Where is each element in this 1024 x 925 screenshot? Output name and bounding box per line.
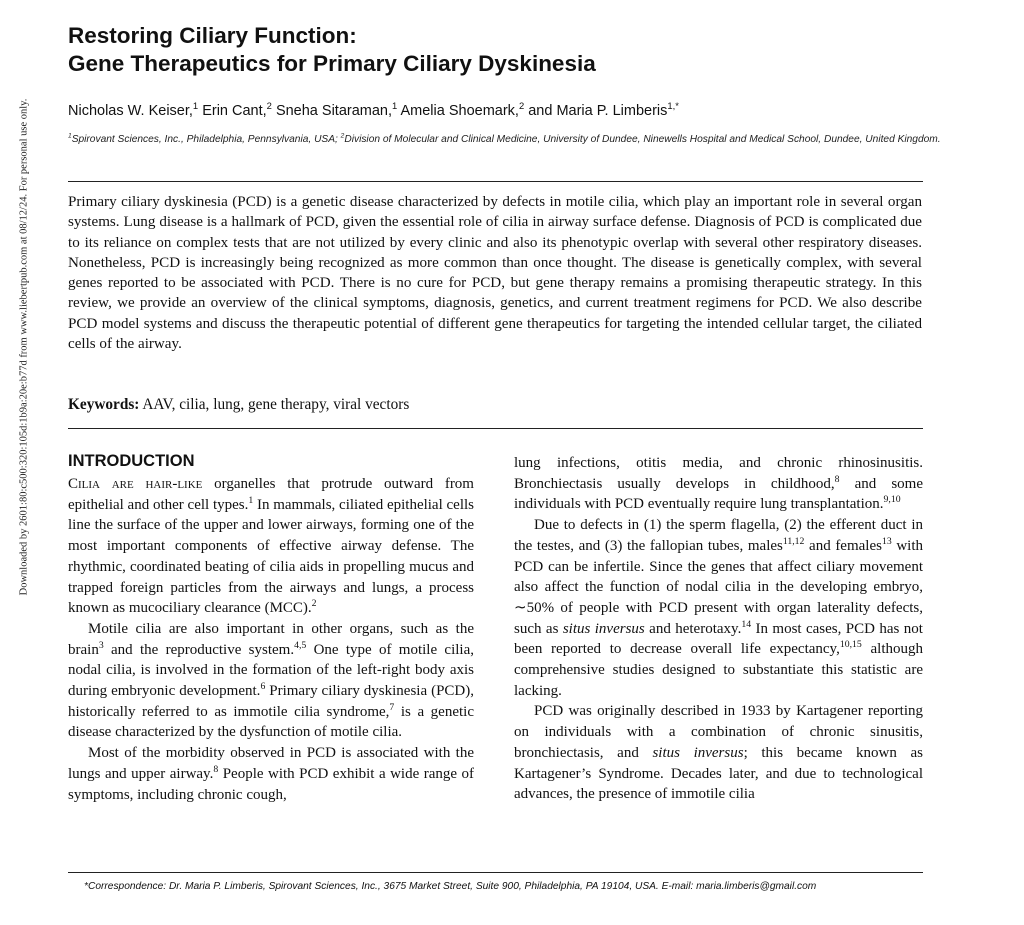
citation-sup: 13 <box>881 535 892 547</box>
text-run: PCD was originally described in 1933 by Kartagener reporting on individuals with a combination of chronic sinusitis, bronchiectasis, and <box>514 703 923 761</box>
text-run: Motile cilia are also important in other organs, such as the brain <box>68 620 474 658</box>
article-title <box>68 22 596 78</box>
abstract-bottom-rule <box>68 428 923 429</box>
affiliation-sup: 1 <box>68 132 72 140</box>
text-run: Cilia are hair-like <box>68 476 203 492</box>
text-run: situs inversus <box>562 620 645 637</box>
text-run: In most cases, PCD has not been reported to decrease overall life expectancy, <box>514 620 923 658</box>
citation-sup: 3 <box>98 639 104 651</box>
text-run: Due to defects in (1) the sperm flagella, (2) the efferent duct in the testes, and (3) the fallopian tubes, males <box>514 517 923 554</box>
footnote-rule <box>68 872 923 873</box>
citation-sup: 4,5 <box>294 639 307 651</box>
paragraph <box>514 453 923 515</box>
text-run: People with PCD exhibit a wide range of symptoms, including chronic cough, <box>68 765 474 803</box>
citation-sup: 14 <box>741 618 752 630</box>
citation-sup: 6 <box>260 681 266 693</box>
citation-sup: 8 <box>834 473 840 485</box>
citation-sup: 11,12 <box>782 535 805 547</box>
download-notice <box>10 52 38 642</box>
author-affiliation-sup: 1 <box>392 100 398 112</box>
text-run: and some individuals with PCD eventually require lung transplantation. <box>514 475 923 513</box>
citation-sup: 2 <box>311 598 317 610</box>
author-name: Nicholas W. Keiser, <box>68 103 193 119</box>
section-heading-introduction: INTRODUCTION <box>68 452 195 470</box>
author-affiliation-sup: 2 <box>518 100 525 112</box>
right-column <box>514 453 923 805</box>
text-run: organelles that protrude outward from epithelial and other cell types. <box>68 476 474 513</box>
text-run: and females <box>804 537 882 554</box>
keywords-label: Keywords: <box>68 396 140 413</box>
text-run: situs inversus <box>652 744 744 761</box>
title-line-2: Gene Therapeutics for Primary Ciliary Dyskinesia <box>68 51 596 76</box>
paragraph <box>68 619 474 743</box>
citation-sup: 8 <box>213 763 219 775</box>
text-run: In mammals, ciliated epithelial cells line the surface of the upper and lower airways, forming one of the most important components of effective airway defense. The rhythmic, coordinated beating of cilia aids in propelling mucus and trapped foreign particles from the airways and lungs, a process known as mucociliary clearance (MCC). <box>68 496 474 617</box>
paragraph <box>68 743 474 805</box>
paragraph <box>514 701 923 805</box>
text-run: ; this became known as Kartagener’s Syndrome. Decades later, and due to technological advances, the presence of immotile cilia <box>514 744 923 803</box>
author-name: and Maria P. Limberis <box>528 103 668 119</box>
paragraph <box>68 474 474 619</box>
correspondence-footnote: *Correspondence: Dr. Maria P. Limberis, Spirovant Sciences, Inc., 3675 Market Street, Suite 900, Philadelphia, PA 19104, USA. E-mail: maria.limberis@gmail.com <box>84 881 817 892</box>
abstract-top-rule <box>68 181 923 182</box>
citation-sup: 10,15 <box>839 639 862 651</box>
abstract: Primary ciliary dyskinesia (PCD) is a genetic disease characterized by defects in motile cilia, which play an important role in several organ systems. Lung disease is a hallmark of PCD, given the essential role of cilia in airway surface defense. Diagnosis of PCD is complicated due to its reliance on complex tests that are not utilized by every clinic and also its phenotypic overlap with several other respiratory diseases. Nonetheless, PCD is increasingly being recognized as more common than once thought. The disease is genetically complex, with several genes reported to be associated with PCD. There is no cure for PCD, but gene therapy remains a promising therapeutic strategy. In this review, we provide an overview of the clinical symptoms, diagnosis, genetics, and current treatment regimens for PCD. We also describe PCD model systems and discuss the therapeutic potential of different gene therapeutics for targeting the intended cellular target, the ciliated cells of the airway. <box>68 194 922 353</box>
text-run: although comprehensive studies designed to substantiate this statistic are lacking. <box>514 641 923 699</box>
paragraph <box>514 515 923 701</box>
affiliation-sup: 2 <box>340 132 345 140</box>
author-name: Amelia Shoemark, <box>400 103 519 119</box>
text-run: One type of motile cilia, nodal cilia, is involved in the formation of the left-right body axis during embryonic development. <box>68 641 474 700</box>
keywords-text: AAV, cilia, lung, gene therapy, viral vectors <box>139 396 410 413</box>
author-name: Sneha Sitaraman, <box>275 103 393 119</box>
author-list <box>68 100 679 119</box>
citation-sup: 7 <box>389 701 395 713</box>
affiliations <box>68 132 948 148</box>
left-column <box>68 474 474 805</box>
text-run: Primary ciliary dyskinesia (PCD), historically referred to as immotile cilia syndrome, <box>68 683 474 720</box>
affiliation-text: Spirovant Sciences, Inc., Philadelphia, Pennsylvania, USA; <box>71 134 341 145</box>
text-run: with PCD can be infertile. Since the genes that affect ciliary movement also affect the function of nodal cilia in the developing embryo, ∼50% of people with PCD present with organ laterality defects, such as <box>514 537 923 637</box>
author-name: Erin Cant, <box>202 103 267 119</box>
text-run: and heterotaxy. <box>644 620 742 637</box>
download-notice-text: Downloaded by 2601:80:c500:320:105d:1b9a:20e:b77d from www.liebertpub.com at 08/12/24. For personal use only. <box>18 98 30 596</box>
author-affiliation-sup: 2 <box>266 100 272 112</box>
title-line-1: Restoring Ciliary Function: <box>68 23 357 48</box>
keywords <box>68 396 409 414</box>
affiliation-text: Division of Molecular and Clinical Medicine, University of Dundee, Ninewells Hospital and Medical School, Dundee, United Kingdom. <box>344 134 941 145</box>
citation-sup: 9,10 <box>883 494 901 506</box>
text-run: lung infections, otitis media, and chronic rhinosinusitis. Bronchiectasis usually develops in childhood, <box>514 455 923 492</box>
text-run: is a genetic disease characterized by the dysfunction of motile cilia. <box>68 703 474 741</box>
text-run: Most of the morbidity observed in PCD is associated with the lungs and upper airway. <box>68 745 474 782</box>
text-run: and the reproductive system. <box>103 641 295 658</box>
author-affiliation-sup: 1,* <box>667 100 679 112</box>
author-affiliation-sup: 1 <box>192 100 199 112</box>
citation-sup: 1 <box>248 494 254 506</box>
